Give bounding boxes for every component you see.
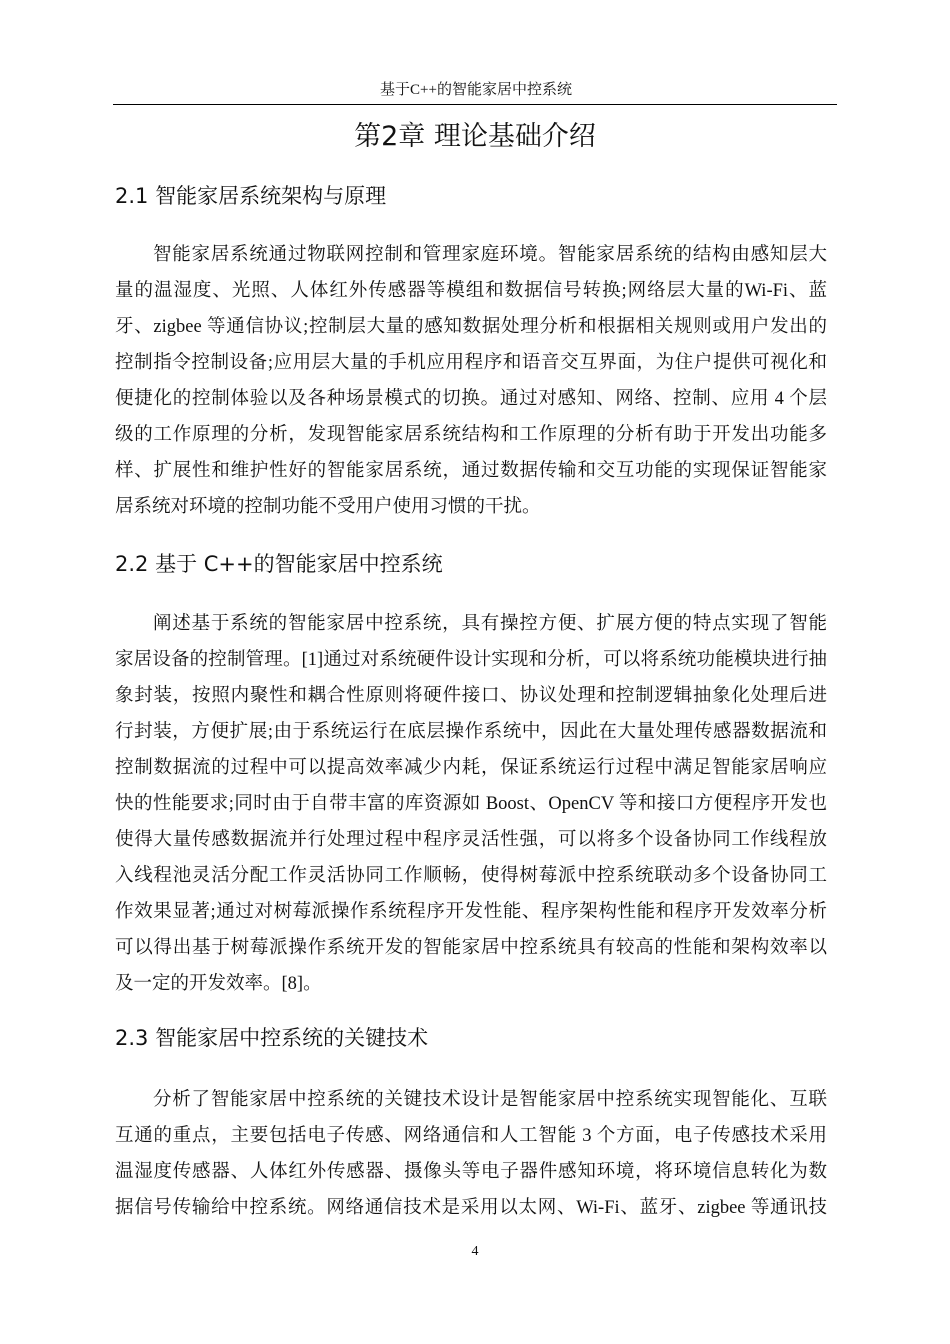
text-line: 互通的重点，主要包括电子传感、网络通信和人工智能 3 个方面，电子传感技术采用 — [115, 1126, 827, 1146]
text-line: 可以得出基于树莓派操作系统开发的智能家居中控系统具有较高的性能和架构效率以 — [115, 938, 827, 958]
text-line: 样、扩展性和维护性好的智能家居系统，通过数据传输和交互功能的实现保证智能家 — [115, 461, 827, 481]
paragraph — [115, 1082, 827, 1226]
text-line: 分析了智能家居中控系统的关键技术设计是智能家居中控系统实现智能化、互联 — [153, 1090, 827, 1110]
text-line: 入线程池灵活分配工作灵活协同工作顺畅，使得树莓派中控系统联动多个设备协同工 — [115, 866, 827, 886]
text-line: 温湿度传感器、人体红外传感器、摄像头等电子器件感知环境，将环境信息转化为数 — [115, 1162, 827, 1182]
text-line: 控制指令控制设备;应用层大量的手机应用程序和语音交互界面，为住户提供可视化和 — [115, 353, 827, 373]
text-line: 量的温湿度、光照、人体红外传感器等模组和数据信号转换;网络层大量的Wi-Fi、蓝 — [115, 281, 827, 301]
section-heading: 2.3 智能家居中控系统的关键技术 — [115, 1026, 429, 1050]
section-heading: 2.2 基于 C++的智能家居中控系统 — [115, 552, 443, 576]
text-line: 象封装，按照内聚性和耦合性原则将硬件接口、协议处理和控制逻辑抽象化处理后进 — [115, 686, 827, 706]
text-line: 快的性能要求;同时由于自带丰富的库资源如 Boost、OpenCV 等和接口方便程序开发也 — [115, 794, 827, 814]
text-line: 阐述基于系统的智能家居中控系统，具有操控方便、扩展方便的特点实现了智能 — [153, 614, 827, 634]
paragraph — [115, 606, 827, 1002]
chapter-title: 第2章 理论基础介绍 — [354, 121, 596, 152]
text-line: 家居设备的控制管理。[1]通过对系统硬件设计实现和分析，可以将系统功能模块进行抽 — [115, 650, 827, 670]
page-number: 4 — [471, 1244, 479, 1259]
text-line: 级的工作原理的分析，发现智能家居系统结构和工作原理的分析有助于开发出功能多 — [115, 425, 827, 445]
text-line: 及一定的开发效率。[8]。 — [115, 974, 322, 994]
text-line: 控制数据流的过程中可以提高效率减少内耗，保证系统运行过程中满足智能家居响应 — [115, 758, 827, 778]
text-line: 便捷化的控制体验以及各种场景模式的切换。通过对感知、网络、控制、应用 4 个层 — [115, 389, 827, 409]
text-line: 居系统对环境的控制功能不受用户使用习惯的干扰。 — [115, 497, 541, 517]
running-header: 基于C++的智能家居中控系统 — [380, 82, 572, 98]
text-line: 智能家居系统通过物联网控制和管理家庭环境。智能家居系统的结构由感知层大 — [153, 245, 827, 265]
section-heading: 2.1 智能家居系统架构与原理 — [115, 184, 387, 208]
text-line: 牙、zigbee 等通信协议;控制层大量的感知数据处理分析和根据相关规则或用户发出的 — [115, 317, 827, 337]
text-line: 作效果显著;通过对树莓派操作系统程序开发性能、程序架构性能和程序开发效率分析 — [115, 902, 827, 922]
text-line: 据信号传输给中控系统。网络通信技术是采用以太网、Wi-Fi、蓝牙、zigbee 等通讯技 — [115, 1198, 827, 1218]
text-line: 行封装，方便扩展;由于系统运行在底层操作系统中，因此在大量处理传感器数据流和 — [115, 722, 827, 742]
header-rule — [113, 104, 837, 105]
paragraph — [115, 237, 827, 525]
text-line: 使得大量传感数据流并行处理过程中程序灵活性强，可以将多个设备协同工作线程放 — [115, 830, 827, 850]
